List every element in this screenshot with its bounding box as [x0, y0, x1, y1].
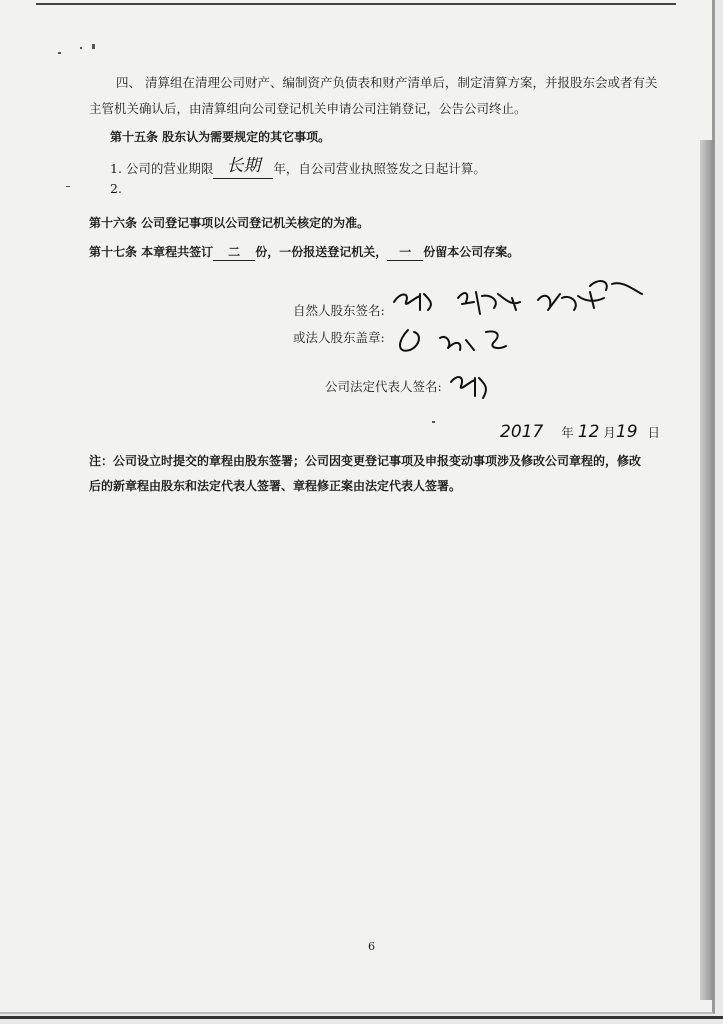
article-17: [89, 243, 519, 261]
date-month-unit: 月: [603, 425, 616, 440]
scan-speck: [66, 186, 70, 187]
article-15-title: 第十五条 股东认为需要规定的其它事项。: [110, 130, 331, 144]
note-line-1: 注：公司设立时提交的章程由股东签署；公司因变更登记事项及申报变动事项涉及修改公司章程的，修改: [89, 454, 642, 468]
business-term-blank: [213, 153, 273, 179]
copies-kept-blank: 一: [387, 243, 423, 261]
article-17-middle: 份，一份报送登记机关，: [255, 245, 388, 259]
page-number: 6: [368, 940, 375, 953]
section-four-line-2: 主管机关确认后，由清算组向公司登记机关申请公司注销登记，公告公司终止。: [89, 101, 527, 116]
date-month: 12: [577, 422, 600, 442]
scan-edge-shadow: [700, 140, 714, 1000]
article-17-suffix: 份留本公司存案。: [423, 245, 520, 259]
date-year-unit: 年: [561, 425, 574, 440]
natural-person-signature-label: 自然人股东签名:: [293, 303, 385, 318]
article-16: 第十六条 公司登记事项以公司登记机关核定的为准。: [89, 216, 370, 230]
article-15-item-2: 2.: [110, 181, 122, 196]
scan-speck: [80, 47, 82, 49]
note-line-2: 后的新章程由股东和法定代表人签署、章程修正案由法定代表人签署。: [89, 479, 462, 493]
date-day: 19: [615, 422, 638, 442]
business-term-handwritten: 长期: [226, 156, 261, 176]
article-15-item-1: [110, 153, 486, 179]
business-term-suffix: 年，自公司营业执照签发之日起计算。: [273, 161, 486, 176]
legal-representative-signature-label: 公司法定代表人签名:: [325, 379, 442, 394]
legal-person-seal-label: 或法人股东盖章:: [293, 330, 385, 345]
legal-representative-signature: [447, 368, 497, 404]
scan-top-rule: [36, 3, 676, 5]
date-day-unit: 日: [647, 425, 661, 440]
scan-speck: [58, 52, 61, 54]
article-17-prefix: 第十七条 本章程共签订: [89, 245, 214, 259]
legal-person-seal-signature: [390, 320, 510, 360]
signing-date: [500, 422, 660, 442]
scan-speck: [432, 421, 435, 423]
scan-bottom-rule: [0, 1016, 723, 1019]
scan-speck: [92, 44, 95, 49]
business-term-prefix: 1. 公司的营业期限: [110, 161, 214, 176]
section-four-line-1: 四、 清算组在清理公司财产、编制资产负债表和财产清单后，制定清算方案，并报股东会或者有关: [116, 75, 658, 90]
natural-person-signatures: [390, 280, 650, 320]
copies-total-blank: 二: [213, 243, 255, 261]
date-year: 2017: [500, 422, 544, 442]
